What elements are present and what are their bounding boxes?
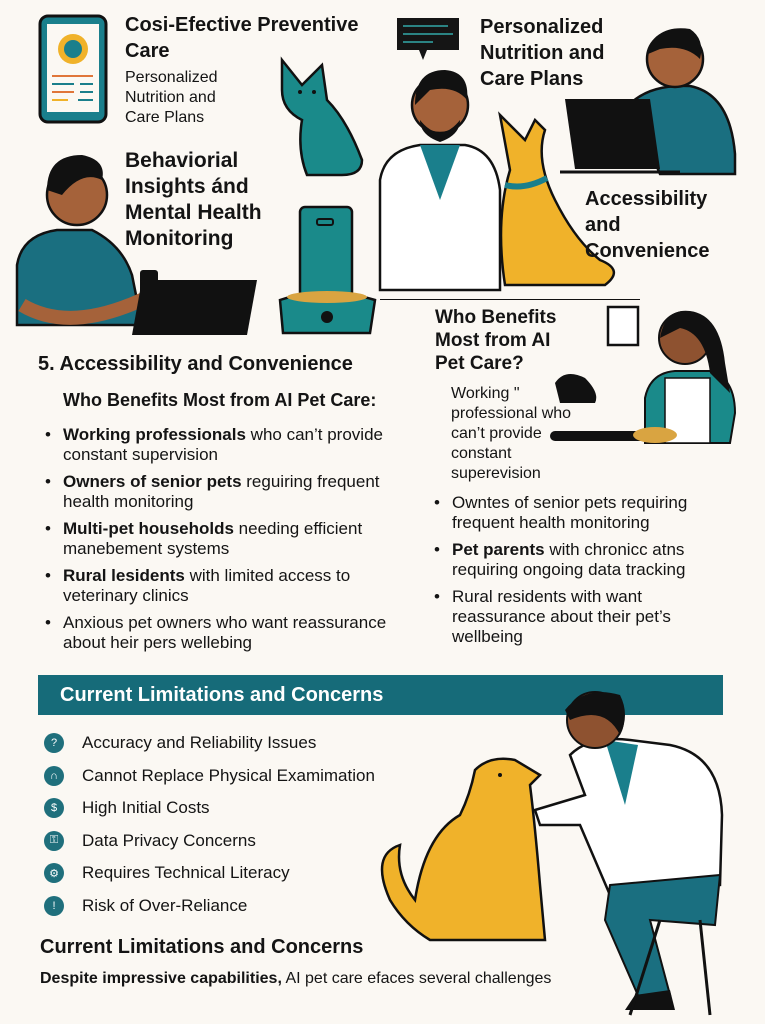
section-heading-accessibility: 5. Accessibility and Convenience <box>38 353 353 375</box>
limitation-item <box>44 727 444 760</box>
limitation-item <box>44 857 444 890</box>
list-item <box>41 613 421 653</box>
item-text: Anxious pet owners who want reassurance about heir pers wellebing <box>63 613 387 652</box>
right-benefits-list <box>430 493 740 654</box>
warning-icon: ! <box>44 896 64 916</box>
limitation-label: Requires Technical Literacy <box>82 863 290 883</box>
cost-effective-subtitle: Personalized Nutrition and Care Plans <box>125 69 218 126</box>
list-item <box>41 519 421 559</box>
tech-icon: ⚙ <box>44 863 64 883</box>
item-bold: Pet parents <box>452 540 545 559</box>
right-heading: Who Benefits Most from AI Pet Care? <box>435 307 557 374</box>
vet-with-dog-illustration <box>375 60 640 300</box>
left-benefits-list <box>41 425 421 660</box>
accessibility-title: Accessibility and Convenience <box>585 188 710 262</box>
limitation-item <box>44 760 444 793</box>
item-text: Owntes of senior pets requiring frequent health monitoring <box>452 493 688 532</box>
item-bold: Rural lesidents <box>63 566 185 585</box>
item-text: reguiring frequent health monitoring <box>63 472 380 511</box>
behavior-title: Behaviorial Insights ánd Mental Health Monitoring <box>125 149 262 250</box>
item-text: needing efficient manebement systems <box>63 519 363 558</box>
list-item <box>41 425 421 465</box>
limitations-list <box>44 727 444 922</box>
limitation-label: Risk of Over-Reliance <box>82 895 248 915</box>
limitation-label: High Initial Costs <box>82 798 210 818</box>
item-bold: Owners of senior pets <box>63 472 242 491</box>
question-icon: ? <box>44 733 64 753</box>
money-icon: $ <box>44 798 64 818</box>
limitations-footer-text <box>40 970 551 988</box>
limitation-item <box>44 825 444 858</box>
limitation-label: Accuracy and Reliability Issues <box>82 733 317 753</box>
item-bold: Working professionals <box>63 425 246 444</box>
nutrition-title: Personalized Nutrition and Care Plans <box>480 16 605 90</box>
list-item <box>41 472 421 512</box>
right-intro: Working " professional who can’t provide constant superevision <box>451 385 572 482</box>
stethoscope-icon: ∩ <box>44 766 64 786</box>
lock-icon: ⚿ <box>44 831 64 851</box>
list-item <box>430 493 740 533</box>
item-text: with limited access to veterinary clinics <box>63 566 351 605</box>
chat-bubble-icon <box>393 14 465 62</box>
limitation-label: Data Privacy Concerns <box>82 830 256 850</box>
list-item <box>41 566 421 606</box>
list-item <box>430 540 740 580</box>
phone-app-illustration <box>38 14 110 126</box>
cat-illustration <box>272 40 377 180</box>
footer-rest: AI pet care efaces several challenges <box>281 970 552 987</box>
limitation-label: Cannot Replace Physical Examimation <box>82 765 375 785</box>
limitations-footer-heading: Current Limitations and Concerns <box>40 936 364 958</box>
item-text: Rural residents with want reassurance about their pet’s wellbeing <box>452 587 671 646</box>
item-text: with chronicc atns requiring ongoing data tracking <box>452 540 686 579</box>
item-bold: Multi-pet households <box>63 519 234 538</box>
limitations-banner: Current Limitations and Concerns <box>38 675 723 715</box>
who-benefits-subheading: Who Benefits Most from AI Pet Care: <box>63 390 377 410</box>
limitation-item <box>44 890 444 923</box>
limitation-item <box>44 792 444 825</box>
cost-effective-title: Cosi-Efective Preventive Care <box>125 14 359 62</box>
footer-bold: Despite impressive capabilities, <box>40 970 282 987</box>
item-text: who can’t provide constant supervision <box>63 425 383 464</box>
list-item <box>430 587 740 647</box>
smart-feeder-illustration <box>275 205 380 340</box>
